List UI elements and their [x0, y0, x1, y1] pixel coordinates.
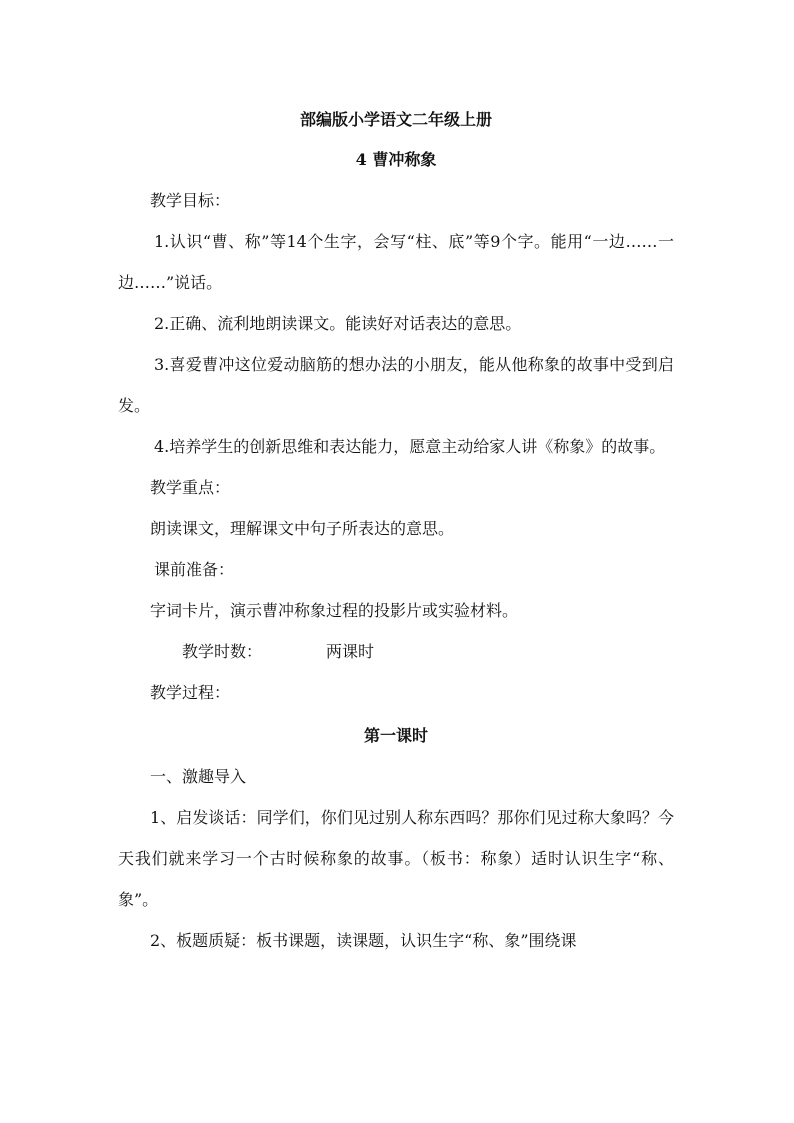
objective-item-1: 1.认识“曹、称”等14个生字，会写“柱、底”等9个字。能用“一边……一边……”说话。 [118, 232, 674, 292]
duration-value: 两课时 [326, 642, 375, 661]
document-title: 部编版小学语文二年级上册 [299, 110, 492, 129]
key-points-heading: 教学重点： [150, 478, 231, 497]
first-lesson-title: 第一课时 [363, 726, 428, 745]
preparation-heading: 课前准备： [154, 560, 235, 579]
section-one-heading: 一、激趣导入 [150, 767, 247, 786]
objective-item-2: 2.正确、流利地朗读课文。能读好对话表达的意思。 [154, 314, 522, 333]
key-points-text: 朗读课文，理解课文中句子所表达的意思。 [150, 519, 455, 538]
step-item-2: 2、板题质疑：板书课题，读课题，认识生字“称、象”围绕课 [150, 931, 577, 950]
step-item-1: 1、启发谈话：同学们，你们见过别人称东西吗？那你们见过称大象吗？今天我们就来学习一个古时候称象的故事。（板书：称象）适时认识生字“称、象”。 [118, 808, 674, 909]
duration-row [118, 631, 674, 672]
duration-label: 教学时数： [182, 642, 263, 661]
document-content [118, 100, 674, 961]
objectives-heading: 教学目标： [150, 191, 231, 210]
objective-item-3: 3.喜爱曹冲这位爱动脑筋的想办法的小朋友，能从他称象的故事中受到启发。 [118, 355, 674, 415]
process-heading: 教学过程： [150, 683, 231, 702]
preparation-text: 字词卡片，演示曹冲称象过程的投影片或实验材料。 [150, 601, 519, 620]
objective-item-4: 4.培养学生的创新思维和表达能力，愿意主动给家人讲《称象》的故事。 [154, 437, 666, 456]
lesson-title: 4 曹冲称象 [355, 150, 437, 169]
